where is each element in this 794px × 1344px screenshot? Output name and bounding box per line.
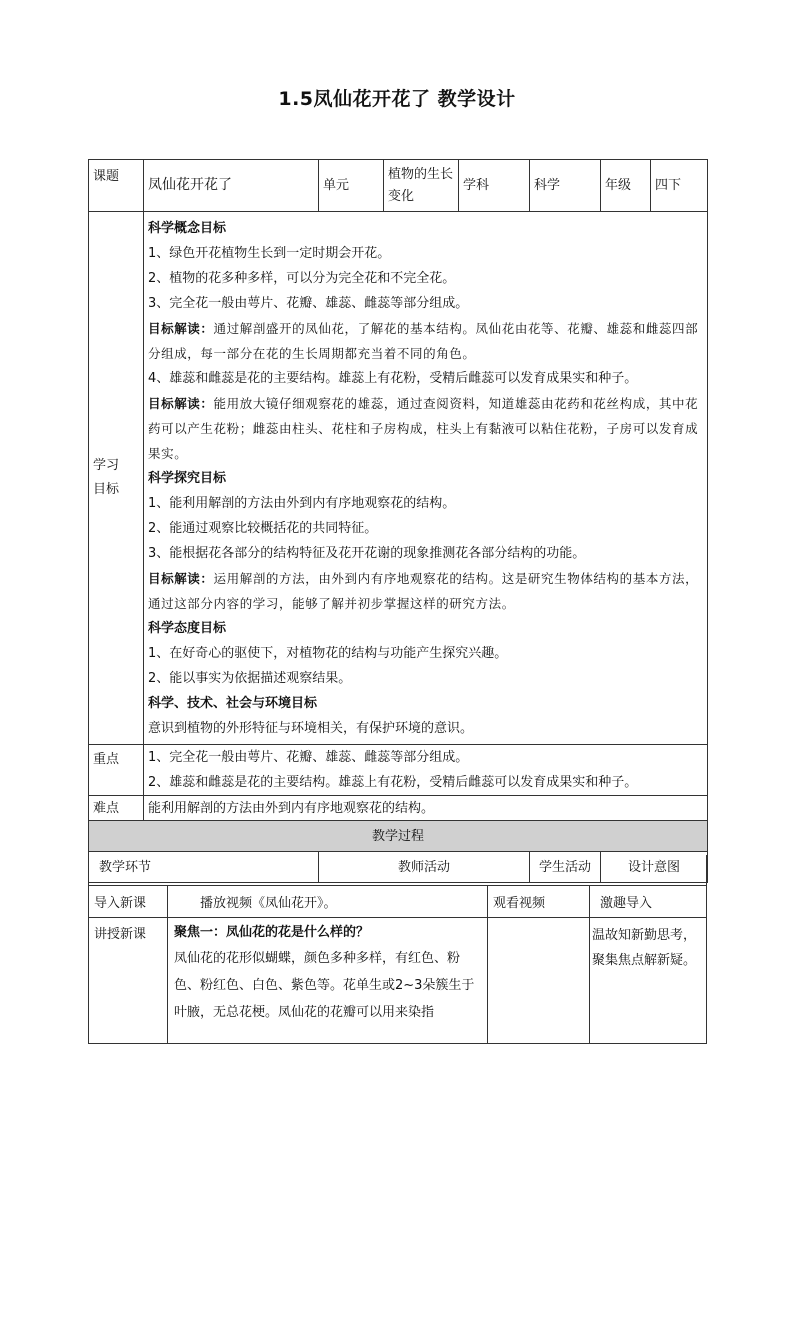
difficulty-row bbox=[89, 796, 708, 821]
lesson-plan-table bbox=[88, 159, 708, 883]
objectives-content bbox=[144, 212, 708, 745]
inquiry-item-2: 2、能通过观察比较概括花的共同特征。 bbox=[148, 521, 378, 536]
key-points-label: 重点 bbox=[89, 745, 144, 796]
difficulty-text: 能利用解剖的方法由外到内有序地观察花的结构。 bbox=[144, 796, 708, 821]
concept-item-4: 4、雄蕊和雌蕊是花的主要结构。雄蕊上有花粉，受精后雌蕊可以发育成果实和种子。 bbox=[148, 371, 638, 386]
sts-text: 意识到植物的外形特征与环境相关，有保护环境的意识。 bbox=[148, 721, 474, 736]
interpretation-2 bbox=[148, 391, 699, 466]
interpretation-2-label: 目标解读： bbox=[148, 396, 214, 411]
key-points-row bbox=[89, 745, 708, 796]
subject-value: 科学 bbox=[530, 160, 601, 212]
inquiry-item-1: 1、能利用解剖的方法由外到内有序地观察花的结构。 bbox=[148, 496, 456, 511]
intro-teacher: 播放视频《凤仙花开》。 bbox=[200, 896, 337, 911]
intro-intent: 激趣导入 bbox=[600, 896, 653, 911]
concept-item-1: 1、绿色开花植物生长到一定时期会开花。 bbox=[148, 246, 391, 261]
intro-stage: 导入新课 bbox=[94, 896, 147, 911]
col-student-header: 学生活动 bbox=[530, 852, 601, 883]
key-points-content bbox=[144, 745, 708, 796]
process-row-teaching bbox=[88, 917, 707, 1344]
attitude-item-1: 1、在好奇心的驱使下，对植物花的结构与功能产生探究兴趣。 bbox=[148, 646, 508, 661]
grade-label: 年级 bbox=[601, 160, 651, 212]
interpretation-3-text: 运用解剖的方法，由外到内有序地观察花的结构。这是研究生物体结构的基本方法，通过这部分内容的学习，能够了解并初步掌握这样的研究方法。 bbox=[148, 571, 699, 611]
col-teacher-header: 教师活动 bbox=[319, 852, 530, 883]
unit-value: 植物的生长变化 bbox=[384, 160, 459, 212]
subject-label: 学科 bbox=[459, 160, 530, 212]
header-row bbox=[89, 160, 708, 212]
interpretation-2-text: 能用放大镜仔细观察花的雄蕊，通过查阅资料，知道雄蕊由花药和花丝构成，其中花药可以产生花粉；雌蕊由柱头、花柱和子房构成，柱头上有黏液可以粘住花粉，子房可以发育成果实。 bbox=[148, 396, 699, 461]
interpretation-1-text: 通过解剖盛开的凤仙花，了解花的基本结构。凤仙花由花等、花瓣、雄蕊和雌蕊四部分组成，每一部分在花的生长周期都充当着不同的角色。 bbox=[148, 321, 699, 361]
teaching-teacher bbox=[174, 921, 484, 1026]
teaching-focus: 聚焦一：凤仙花的花是什么样的？ bbox=[174, 925, 370, 940]
inquiry-title: 科学探究目标 bbox=[148, 471, 227, 486]
process-title: 教学过程 bbox=[89, 821, 708, 852]
process-header-row bbox=[89, 852, 708, 883]
col-stage-header bbox=[89, 852, 319, 883]
process-title-row bbox=[89, 821, 708, 852]
interpretation-1-label: 目标解读： bbox=[148, 321, 214, 336]
process-rows bbox=[88, 885, 707, 1344]
col-stage-label: 教学环节 bbox=[99, 859, 152, 875]
sts-title: 科学、技术、社会与环境目标 bbox=[148, 696, 318, 711]
teaching-stage: 讲授新课 bbox=[94, 927, 147, 942]
inquiry-item-3: 3、能根据花各部分的结构特征及花开花谢的现象推测花各部分结构的功能。 bbox=[148, 546, 586, 561]
objectives-label-text: 学习目标 bbox=[93, 458, 120, 497]
objectives-label bbox=[89, 212, 144, 745]
document-title: 1.5凤仙花开花了 教学设计 bbox=[278, 88, 516, 110]
course-value: 凤仙花开花了 bbox=[144, 160, 319, 212]
col-intent-header: 设计意图 bbox=[601, 852, 708, 883]
process-row-intro bbox=[88, 885, 707, 917]
difficulty-label: 难点 bbox=[89, 796, 144, 821]
interpretation-3-label: 目标解读： bbox=[148, 571, 214, 586]
course-label: 课题 bbox=[89, 160, 144, 212]
unit-label: 单元 bbox=[319, 160, 384, 212]
grade-value: 四下 bbox=[651, 160, 708, 212]
teaching-text: 凤仙花的花形似蝴蝶，颜色多种多样，有红色、粉色、粉红色、白色、紫色等。花单生或2~3朵簇生于叶腋，无总花梗。凤仙花的花瓣可以用来染指 bbox=[174, 951, 475, 1020]
key-point-1: 1、完全花一般由萼片、花瓣、雄蕊、雌蕊等部分组成。 bbox=[148, 750, 469, 765]
objectives-row bbox=[89, 212, 708, 745]
key-point-2: 2、雄蕊和雌蕊是花的主要结构。雄蕊上有花粉，受精后雌蕊可以发育成果实和种子。 bbox=[148, 775, 638, 790]
attitude-title: 科学态度目标 bbox=[148, 621, 227, 636]
concept-title: 科学概念目标 bbox=[148, 221, 227, 236]
teaching-intent: 温故知新勤思考，聚集焦点解新疑。 bbox=[592, 928, 697, 968]
interpretation-1 bbox=[148, 316, 699, 366]
concept-item-2: 2、植物的花多种多样，可以分为完全花和不完全花。 bbox=[148, 271, 456, 286]
interpretation-3 bbox=[148, 566, 699, 616]
intro-student: 观看视频 bbox=[493, 896, 546, 911]
concept-item-3: 3、完全花一般由萼片、花瓣、雄蕊、雌蕊等部分组成。 bbox=[148, 296, 469, 311]
attitude-item-2: 2、能以事实为依据描述观察结果。 bbox=[148, 671, 352, 686]
